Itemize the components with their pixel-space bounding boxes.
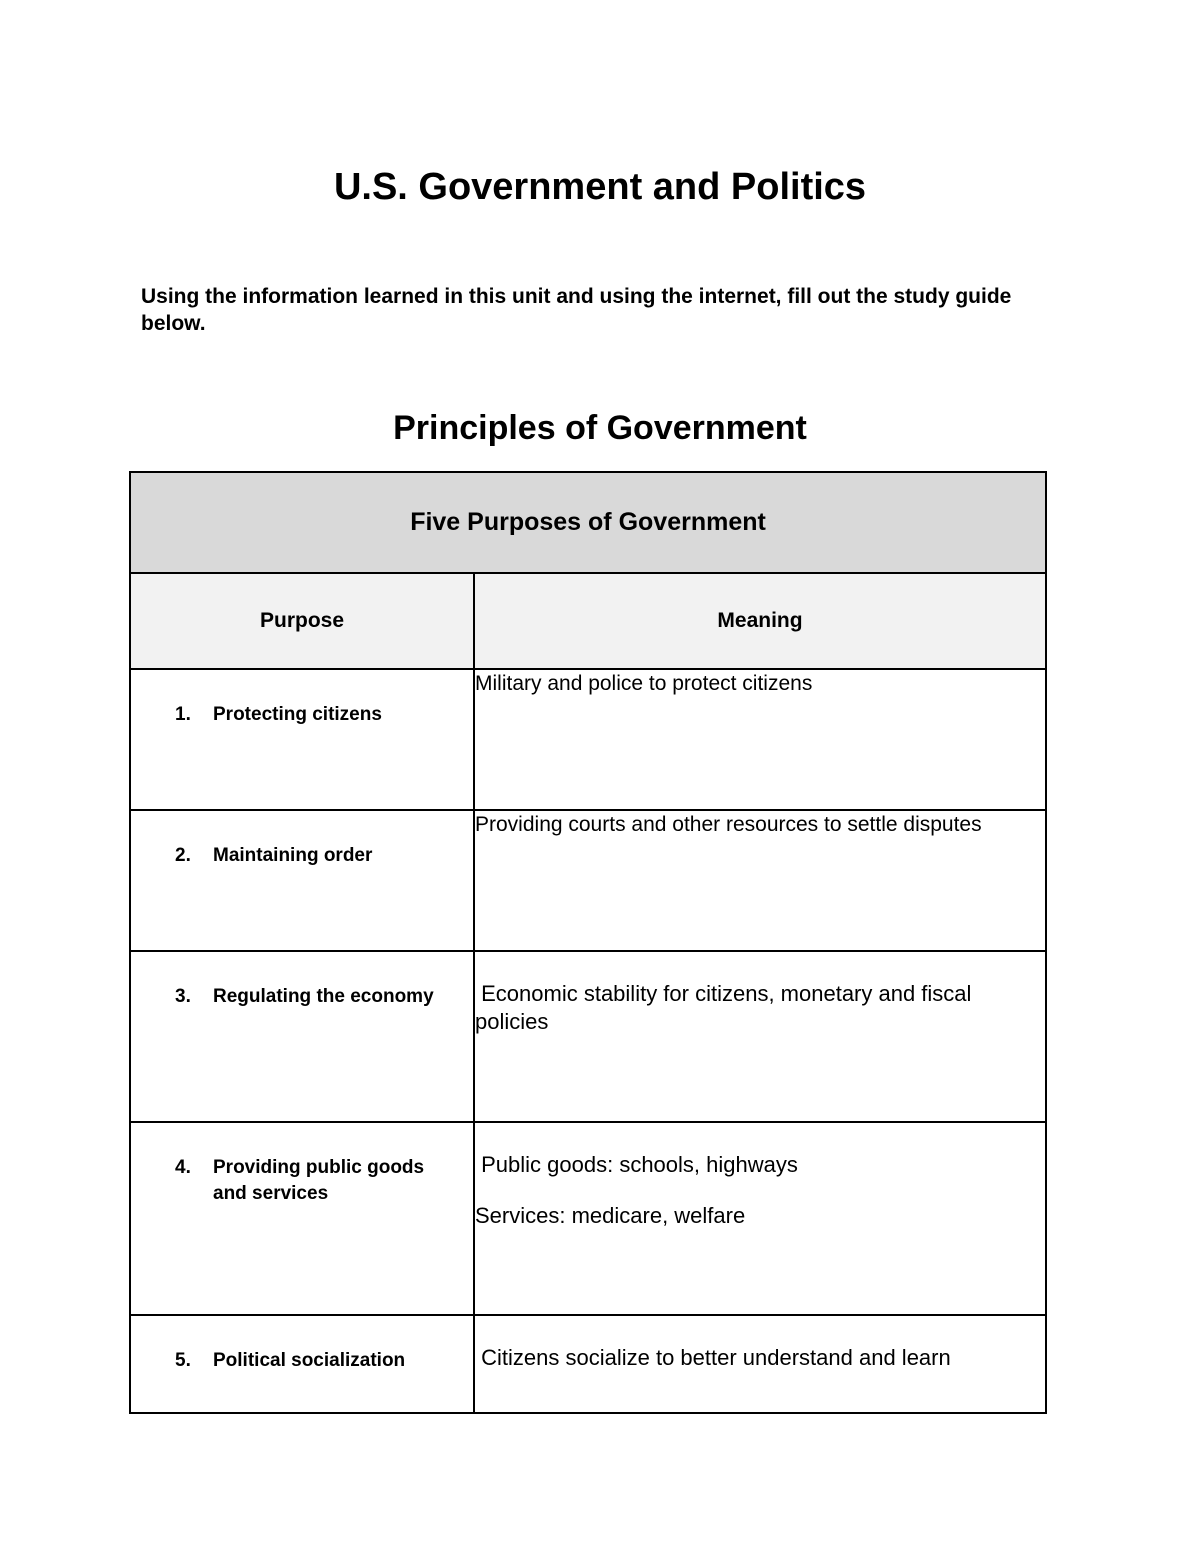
table-caption: Five Purposes of Government: [130, 472, 1046, 573]
instructions-text: Using the information learned in this unit and using the internet, fill out the study guide below.: [141, 285, 1012, 335]
meaning-cell: [474, 1315, 1046, 1413]
purpose-number: 2.: [175, 845, 191, 866]
purpose-text: Maintaining order: [213, 845, 373, 866]
purpose-number: 5.: [175, 1350, 191, 1371]
meaning-text: Military and police to protect citizens: [475, 672, 813, 695]
purpose-text: Providing public goods and services: [213, 1157, 425, 1204]
meaning-text: Providing courts and other resources to settle disputes: [475, 813, 982, 836]
purpose-number: 4.: [175, 1157, 191, 1178]
meaning-cell: [474, 810, 1046, 951]
purpose-cell: [130, 951, 474, 1122]
column-header-purpose: Purpose: [130, 573, 474, 669]
table-header-row: [130, 573, 1046, 669]
meaning-text: Services: medicare, welfare: [475, 1203, 746, 1228]
purpose-cell: [130, 1122, 474, 1315]
table-row: [130, 1122, 1046, 1315]
meaning-cell: [474, 1122, 1046, 1315]
purpose-number: 3.: [175, 986, 191, 1007]
table-caption-row: [130, 472, 1046, 573]
purpose-cell: [130, 669, 474, 810]
table-row: [130, 951, 1046, 1122]
meaning-cell: [474, 951, 1046, 1122]
table-row: [130, 669, 1046, 810]
meaning-text: Economic stability for citizens, monetary and fiscal policies: [475, 981, 978, 1034]
purpose-cell: [130, 810, 474, 951]
document-title: U.S. Government and Politics: [333, 166, 867, 208]
column-header-meaning: Meaning: [474, 573, 1046, 669]
purpose-number: 1.: [175, 704, 191, 725]
table-row: [130, 1315, 1046, 1413]
purpose-cell: [130, 1315, 474, 1413]
meaning-text: Public goods: schools, highways: [475, 1152, 798, 1177]
section-title: Principles of Government: [393, 409, 807, 447]
purpose-text: Political socialization: [213, 1350, 406, 1371]
purpose-text: Protecting citizens: [213, 704, 382, 725]
meaning-cell: [474, 669, 1046, 810]
meaning-text: Citizens socialize to better understand and learn: [475, 1345, 951, 1370]
purpose-text: Regulating the economy: [213, 986, 434, 1007]
purposes-table: [129, 471, 1047, 1414]
table-row: [130, 810, 1046, 951]
